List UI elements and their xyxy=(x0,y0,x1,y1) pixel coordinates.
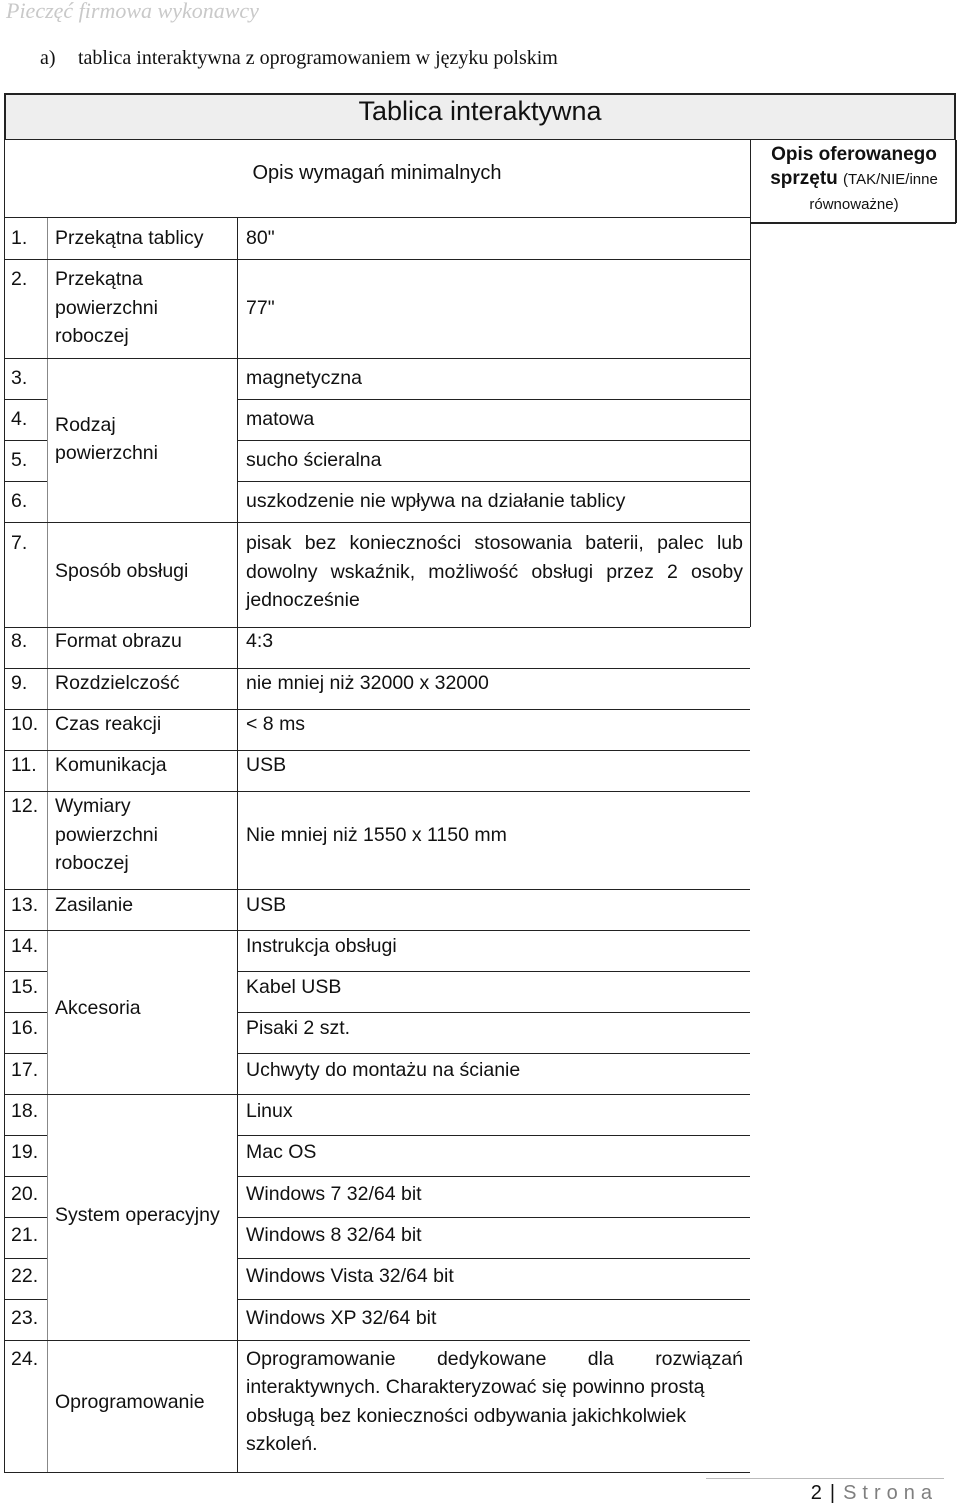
row-number: 5. xyxy=(11,449,28,471)
row-requirement: USB xyxy=(246,894,287,916)
row-number: 3. xyxy=(11,367,28,389)
row-requirement: Nie mniej niż 1550 x 1150 mm xyxy=(246,824,507,846)
row-requirement: Windows 8 32/64 bit xyxy=(246,1224,422,1246)
row-parameter-line: powierzchni xyxy=(55,824,158,846)
row-number: 13. xyxy=(11,894,39,916)
row-parameter-line: powierzchni xyxy=(55,297,158,319)
row-number: 6. xyxy=(11,490,28,512)
row-requirement: 77" xyxy=(246,297,275,319)
intro-letter: a) xyxy=(40,47,56,69)
row-parameter-line: roboczej xyxy=(55,325,129,347)
row-requirement: sucho ścieralna xyxy=(246,449,382,471)
row-parameter: Rozdzielczość xyxy=(55,672,180,694)
row-parameter: Format obrazu xyxy=(55,630,182,652)
row-requirement: Windows Vista 32/64 bit xyxy=(246,1265,454,1287)
offer-column-header xyxy=(752,143,956,217)
group-label-surface-type: Rodzaj xyxy=(55,414,116,436)
row-requirement: Uchwyty do montażu na ścianie xyxy=(246,1059,521,1081)
intro-line xyxy=(40,47,558,70)
row-parameter: Sposób obsługi xyxy=(55,560,189,582)
row-number: 21. xyxy=(11,1224,39,1246)
row-number: 15. xyxy=(11,976,39,998)
requirements-column-header: Opis wymagań minimalnych xyxy=(252,162,502,184)
row-parameter-line: Przekątna xyxy=(55,268,143,290)
group-label-accessories: Akcesoria xyxy=(55,997,141,1019)
page-number: 2 xyxy=(810,1482,822,1504)
row-number: 9. xyxy=(11,672,28,694)
row-number: 1. xyxy=(11,227,28,249)
row-number: 11. xyxy=(11,754,37,776)
requirement-word: dedykowane xyxy=(436,1348,547,1370)
row-requirement: magnetyczna xyxy=(246,367,362,389)
row-requirement-line xyxy=(246,1345,743,1374)
row-requirement-line: obsługą bez konieczności odbywania jakichkolwiek xyxy=(246,1405,687,1427)
row-number: 22. xyxy=(11,1265,39,1287)
group-label-operating-system: System operacyjny xyxy=(55,1204,220,1226)
row-number: 7. xyxy=(11,532,28,554)
row-parameter: Oprogramowanie xyxy=(55,1391,205,1413)
table-title: Tablica interaktywna xyxy=(358,96,602,126)
row-requirement-line: szkoleń. xyxy=(246,1433,318,1455)
row-requirement: 80" xyxy=(246,227,275,249)
row-requirement: Instrukcja obsługi xyxy=(246,935,397,957)
page-footer xyxy=(811,1482,938,1505)
row-requirement: USB xyxy=(246,754,287,776)
row-parameter: Komunikacja xyxy=(55,754,167,776)
row-requirement: Pisaki 2 szt. xyxy=(246,1017,351,1039)
offer-header-note: (TAK/NIE/inne równoważne) xyxy=(809,171,938,213)
row-requirement: 4:3 xyxy=(246,630,274,652)
row-parameter: Zasilanie xyxy=(55,894,134,916)
row-number: 24. xyxy=(11,1348,39,1370)
row-parameter: Czas reakcji xyxy=(55,713,162,735)
row-parameter: Przekątna tablicy xyxy=(55,227,204,249)
row-number: 16. xyxy=(11,1017,39,1039)
row-requirement: Mac OS xyxy=(246,1141,317,1163)
row-requirement: Kabel USB xyxy=(246,976,342,998)
row-parameter-line: Wymiary xyxy=(55,795,131,817)
row-parameter-line: roboczej xyxy=(55,852,129,874)
intro-text: tablica interaktywna z oprogramowaniem w języku polskim xyxy=(78,47,558,69)
row-number: 4. xyxy=(11,408,28,430)
requirement-word: Oprogramowanie xyxy=(246,1348,396,1370)
row-number: 14. xyxy=(11,935,39,957)
requirement-word: dla xyxy=(587,1348,614,1370)
row-number: 17. xyxy=(11,1059,39,1081)
footer-separator: | xyxy=(829,1482,836,1504)
row-requirement: Windows 7 32/64 bit xyxy=(246,1183,422,1205)
row-requirement: matowa xyxy=(246,408,315,430)
row-number: 23. xyxy=(11,1307,39,1329)
row-requirement: nie mniej niż 32000 x 32000 xyxy=(246,672,489,694)
requirement-word: rozwiązań xyxy=(655,1348,743,1370)
row-number: 18. xyxy=(11,1100,39,1122)
row-number: 10. xyxy=(11,713,39,735)
row-requirement: uszkodzenie nie wpływa na działanie tablicy xyxy=(246,490,626,512)
row-number: 12. xyxy=(11,795,39,817)
row-requirement: Linux xyxy=(246,1100,293,1122)
group-label-surface-type: powierzchni xyxy=(55,442,158,464)
page-label: Strona xyxy=(843,1482,938,1504)
footer-rule xyxy=(706,1478,944,1479)
row-number: 8. xyxy=(11,630,28,652)
row-requirement: < 8 ms xyxy=(246,713,306,735)
company-stamp-placeholder: Pieczęć firmowa wykonawcy xyxy=(6,0,259,23)
row-requirement-line: interaktywnych. Charakteryzować się powinno prostą xyxy=(246,1376,705,1398)
row-requirement: pisak bez konieczności stosowania baterii, palec lub dowolny wskaźnik, możliwość obsługi przez 2 osoby jednocześnie xyxy=(246,532,743,611)
offer-header-title: Opis oferowanego sprzętu xyxy=(770,144,937,189)
row-requirement: Windows XP 32/64 bit xyxy=(246,1307,437,1329)
row-number: 19. xyxy=(11,1141,39,1163)
row-number: 20. xyxy=(11,1183,39,1205)
row-number: 2. xyxy=(11,268,28,290)
